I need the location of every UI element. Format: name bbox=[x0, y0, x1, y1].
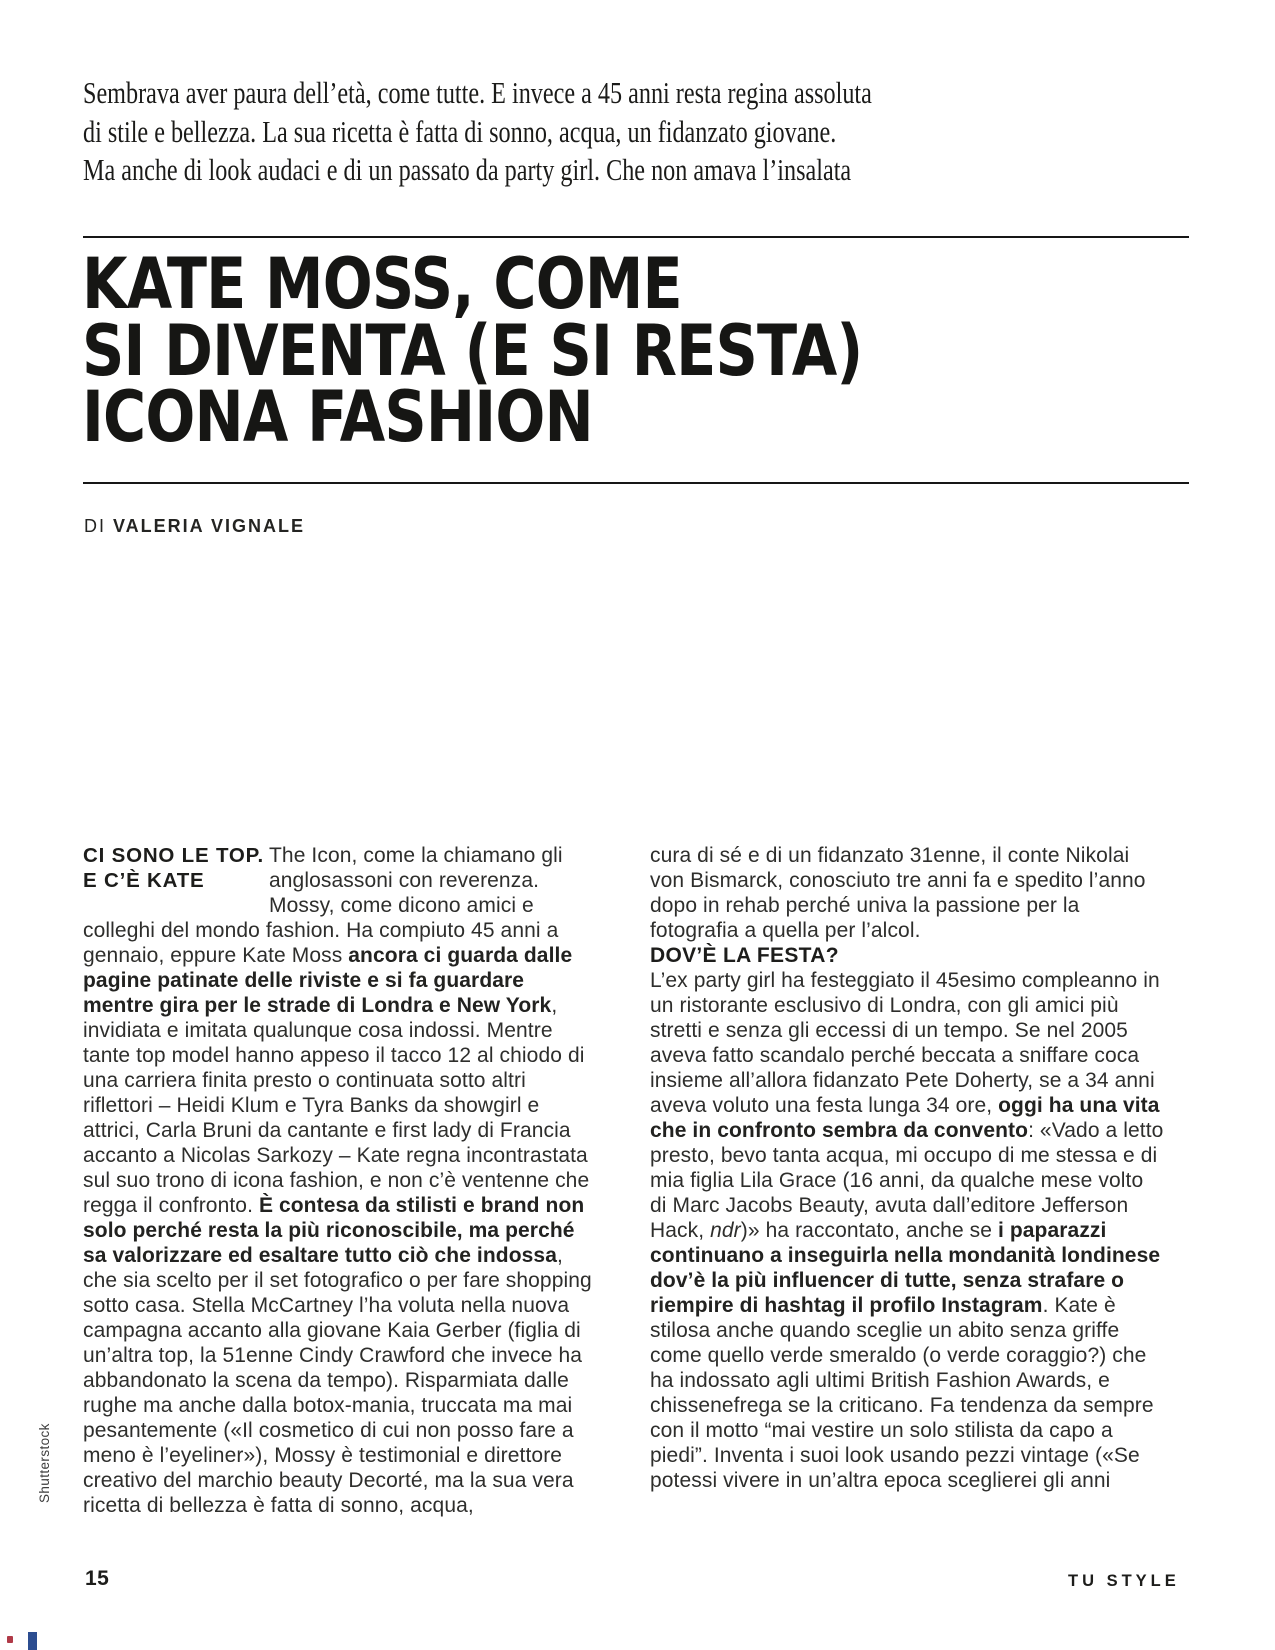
article-body bbox=[83, 843, 1165, 1518]
byline-author: VALERIA VIGNALE bbox=[113, 516, 306, 536]
right-column bbox=[650, 843, 1165, 1518]
kicker-line: CI SONO LE TOP. bbox=[83, 844, 264, 867]
headline-line: ICONA FASHION bbox=[82, 376, 593, 458]
article-headline bbox=[82, 243, 1011, 458]
print-mark-red bbox=[7, 1636, 13, 1643]
headline-line: KATE MOSS, COME bbox=[82, 243, 682, 325]
intro-line: di stile e bellezza. La sua ricetta è fatta di sonno, acqua, un fidanzato giovane. bbox=[83, 113, 837, 149]
print-mark-blue bbox=[28, 1632, 37, 1650]
left-column bbox=[83, 843, 598, 1518]
section-kicker bbox=[83, 843, 269, 918]
left-column-text: The Icon, come la chiamano gli anglosassoni con reverenza. Mossy, come dicono amici e colleghi del mondo fashion. Ha compiuto 45 anni a gennaio, eppure Kate Moss ancora ci guarda dalle pagine patinate delle riviste e si fa guardare mentre gira per le strade di Londra e New York, invidiata e imitata qualunque cosa indossi. Mentre tante top model hanno appeso il tacco 12 al chiodo di una carriera finita presto o continuata sotto altri riflettori – Heidi Klum e Tyra Banks da showgirl e attrici, Carla Bruni da cantante e first lady di Francia accanto a Nicolas Sarkozy – Kate regna incontrastata sul suo trono di icona fashion, e non c’è ventenne che regga il confronto. È contesa da stilisti e brand non solo perché resta la più riconoscibile, ma perché sa valorizzare ed esaltare tutto ciò che indossa, che sia scelto per il set fotografico o per fare shopping sotto casa. Stella McCartney l’ha voluta nella nuova campagna accanto alla giovane Kaia Gerber (figlia di un’altra top, la 51enne Cindy Crawford che invece ha abbandonato la scena da tempo). Risparmiata dalle rughe ma anche dalla botox-mania, truccata ma mai pesantemente («Il cosmetico di cui non posso fare a meno è l’eyeliner»), Mossy è testimonial e direttore creativo del marchio beauty Decorté, ma la sua vera ricetta di bellezza è fatta di sonno, acqua, bbox=[83, 844, 592, 1517]
headline-line: SI DIVENTA (E SI RESTA) bbox=[82, 309, 863, 392]
byline-rule bbox=[83, 482, 1189, 484]
intro-line: Ma anche di look audaci e di un passato da party girl. Che non amava l’insalata bbox=[83, 152, 852, 187]
byline-prefix: DI bbox=[84, 516, 114, 536]
magazine-brand: TU STYLE bbox=[1068, 1572, 1180, 1590]
headline-top-rule bbox=[83, 236, 1189, 238]
byline bbox=[84, 516, 305, 537]
intro-line: Sembrava aver paura dell’età, come tutte. E invece a 45 anni resta regina assoluta bbox=[83, 75, 872, 110]
kicker-line: E C’È KATE bbox=[83, 869, 205, 892]
page-number: 15 bbox=[85, 1567, 110, 1590]
right-column-paragraph-2: L’ex party girl ha festeggiato il 45esimo compleanno in un ristorante esclusivo di Londra, con gli amici più stretti e senza gli eccessi di un tempo. Se nel 2005 aveva fatto scandalo perché beccata a sniffare coca insieme all’allora fidanzato Pete Doherty, se a 34 anni aveva voluto una festa lunga 34 ore, oggi ha una vita che in confronto sembra da convento: «Vado a letto presto, bevo tanta acqua, mi occupo di me stessa e di mia figlia Lila Grace (16 anni, da qualche mese volto di Marc Jacobs Beauty, avuta dall’editore Jefferson Hack, ndr)» ha raccontato, anche se i paparazzi continuano a inseguirla nella mondanità londinese dov’è la più influencer di tutte, senza strafare o riempire di hashtag il profilo Instagram. Kate è stilosa anche quando sceglie un abito senza griffe come quello verde smeraldo (o verde coraggio?) che ha indossato agli ultimi British Fashion Awards, e chissenefrega se la criticano. Fa tendenza da sempre con il motto “mai vestire un solo stilista da capo a piedi”. Inventa i suoi look usando pezzi vintage («Se potessi vivere in un’altra epoca sceglierei gli anni bbox=[650, 969, 1164, 1492]
right-column-paragraph-1: cura di sé e di un fidanzato 31enne, il conte Nikolai von Bismarck, conosciuto tre anni fa e spedito l’anno dopo in rehab perché univa la passione per la fotografia a quella per l’alcol. bbox=[650, 844, 1146, 942]
photo-credit: Shutterstock bbox=[37, 1423, 52, 1503]
intro-deck bbox=[83, 74, 1094, 190]
section-subhead: DOV’È LA FESTA? bbox=[650, 944, 839, 967]
